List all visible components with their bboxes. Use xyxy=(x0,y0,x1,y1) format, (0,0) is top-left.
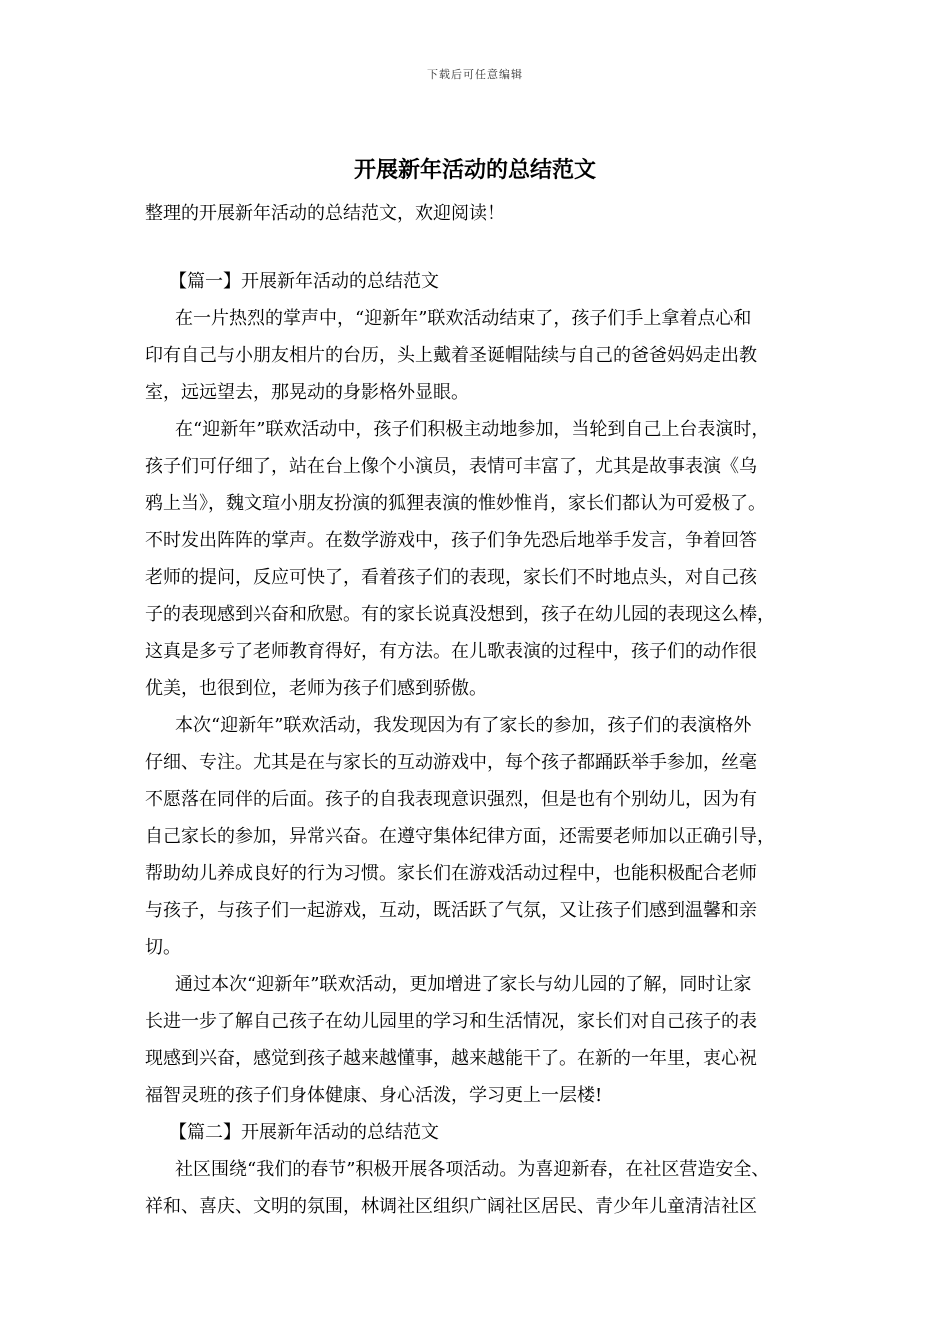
text-line: 不愿落在同伴的后面。孩子的自我表现意识强烈，但是也有个别幼儿，因为有 xyxy=(145,789,757,810)
text-line: 社区围绕“我们的春节”积极开展各项活动。为喜迎新春，在社区营造安全、 xyxy=(175,1159,770,1180)
text-line: 室，远远望去，那晃动的身影格外显眼。 xyxy=(145,382,469,403)
header-note: 下载后可任意编辑 xyxy=(427,68,523,81)
text-line: 在一片热烈的掌声中，“迎新年”联欢活动结束了，孩子们手上拿着点心和 xyxy=(175,308,752,329)
intro-paragraph: 整理的开展新年活动的总结范文，欢迎阅读！ xyxy=(145,203,505,224)
text-line: 仔细、专注。尤其是在与家长的互动游戏中，每个孩子都踊跃举手参加，丝毫 xyxy=(145,752,757,773)
text-line: 自己家长的参加，异常兴奋。在遵守集体纪律方面，还需要老师加以正确引导， xyxy=(145,826,775,847)
text-line: 本次“迎新年”联欢活动，我发现因为有了家长的参加，孩子们的表演格外 xyxy=(175,715,752,736)
text-line: 在“迎新年”联欢活动中，孩子们积极主动地参加，当轮到自己上台表演时， xyxy=(175,419,770,440)
document-body xyxy=(145,263,825,1225)
text-line: 与孩子，与孩子们一起游戏，互动，既活跃了气氛，又让孩子们感到温馨和亲 xyxy=(145,900,757,921)
text-line: 不时发出阵阵的掌声。在数学游戏中，孩子们争先恐后地举手发言，争着回答 xyxy=(145,530,757,551)
text-line: 帮助幼儿养成良好的行为习惯。家长们在游戏活动过程中，也能积极配合老师 xyxy=(145,863,757,884)
section-heading-1: 【篇一】开展新年活动的总结范文 xyxy=(169,271,439,292)
text-line: 这真是多亏了老师教育得好，有方法。在儿歌表演的过程中，孩子们的动作很 xyxy=(145,641,757,662)
text-line: 通过本次“迎新年”联欢活动，更加增进了家长与幼儿园的了解，同时让家 xyxy=(175,974,752,995)
document-title: 开展新年活动的总结范文 xyxy=(353,157,596,183)
section-heading-2: 【篇二】开展新年活动的总结范文 xyxy=(169,1122,439,1143)
text-line: 鸦上当》，魏文瑄小朋友扮演的狐狸表演的惟妙惟肖，家长们都认为可爱极了。 xyxy=(145,493,766,514)
text-line: 子的表现感到兴奋和欣慰。有的家长说真没想到，孩子在幼儿园的表现这么棒， xyxy=(145,604,775,625)
text-line: 老师的提问，反应可快了，看着孩子们的表现，家长们不时地点头，对自己孩 xyxy=(145,567,757,588)
text-line: 长进一步了解自己孩子在幼儿园里的学习和生活情况，家长们对自己孩子的表 xyxy=(145,1011,757,1032)
text-line: 福智灵班的孩子们身体健康、身心活泼，学习更上一层楼! xyxy=(145,1085,603,1106)
text-line: 祥和、喜庆、文明的氛围，林调社区组织广阔社区居民、青少年儿童清洁社区 xyxy=(145,1196,757,1217)
text-line: 印有自己与小朋友相片的台历，头上戴着圣诞帽陆续与自己的爸爸妈妈走出教 xyxy=(145,345,757,366)
text-line: 优美，也很到位，老师为孩子们感到骄傲。 xyxy=(145,678,487,699)
text-line: 现感到兴奋，感觉到孩子越来越懂事，越来越能干了。在新的一年里，衷心祝 xyxy=(145,1048,757,1069)
text-line: 孩子们可仔细了，站在台上像个小演员，表情可丰富了，尤其是故事表演《乌 xyxy=(145,456,757,477)
text-line: 切。 xyxy=(145,937,181,958)
